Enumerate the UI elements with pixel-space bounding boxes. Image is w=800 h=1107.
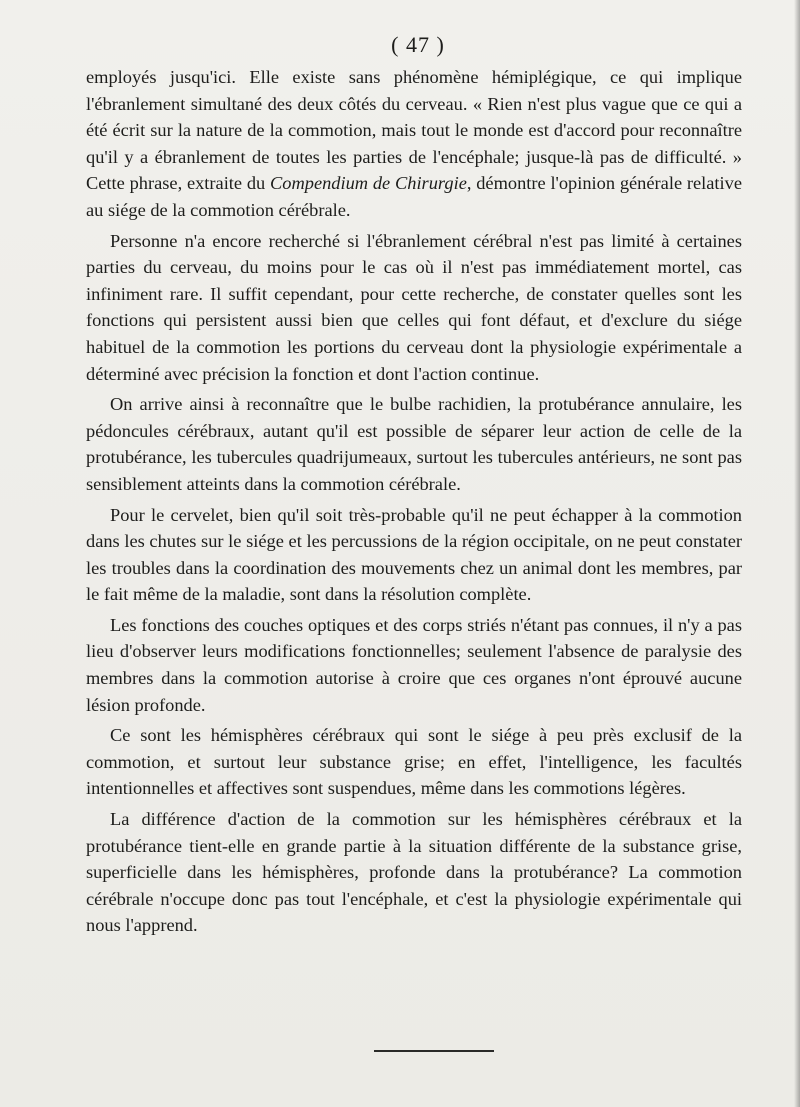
paragraph-1-text: employés jusqu'ici. Elle existe sans phénomène hémiplégique, ce qui implique l'ébranlement simultané des deux côtés du cerveau. « Rien n'est plus vague que ce qui a été écrit sur la nature de la commotion, mais tout le monde est d'accord pour reconnaître qu'il y a ébranlement de toutes les parties de l'encéphale; jusque-là pas de difficulté. » Cette phrase, extraite du	[86, 67, 742, 194]
body-text	[86, 64, 742, 939]
paragraph-6: Ce sont les hémisphères cérébraux qui sont le siége à peu près exclusif de la commotion, et surtout leur substance grise; en effet, l'intelligence, les facultés intentionnelles et affectives sont suspendues, même dans les commotions légères.	[86, 725, 742, 799]
page-edge-shadow	[794, 0, 800, 1107]
closing-rule	[374, 1050, 494, 1052]
page-number: ( 47 )	[391, 32, 445, 57]
paragraph-7: La différence d'action de la commotion sur les hémisphères cérébraux et la protubérance tient-elle en grande partie à la situation différente de la substance grise, superficielle dans les hémisphères, profonde dans la protubérance? La commotion cérébrale n'occupe donc pas tout l'encéphale, et c'est la physiologie expérimentale qui nous l'apprend.	[86, 809, 742, 936]
paragraph-1-tail: , démontre l'opinion générale relative au siége de la commotion cérébrale.	[86, 173, 743, 220]
paragraph-1-italic-title: Compendium de Chirurgie	[270, 173, 467, 194]
paragraph-3: On arrive ainsi à reconnaître que le bulbe rachidien, la protubérance annulaire, les pédoncules cérébraux, autant qu'il est possible de séparer leur action de celle de la protubérance, les tubercules quadrijumeaux, surtout les tubercules antérieurs, ne sont pas sensiblement atteints dans la commotion cérébrale.	[86, 394, 742, 494]
paragraph-1	[86, 64, 742, 224]
paragraph-2: Personne n'a encore recherché si l'ébranlement cérébral n'est pas limité à certaines parties du cerveau, du moins pour le cas où il n'est pas immédiatement mortel, cas infiniment rare. Il suffit cependant, pour cette recherche, de constater quelles sont les fonctions qui persistent aussi bien que celles qui font défaut, et d'exclure du siége habituel de la commotion les portions du cerveau dont la physiologie expérimentale a déterminé avec précision la fonction et dont l'action continue.	[86, 230, 742, 384]
paragraph-5: Les fonctions des couches optiques et des corps striés n'étant pas connues, il n'y a pas lieu d'observer leurs modifications fonctionnelles; seulement l'absence de paralysie des membres dans la commotion autorise à croire que ces organes n'ont éprouvé aucune lésion profonde.	[86, 614, 742, 715]
paragraph-4: Pour le cervelet, bien qu'il soit très-probable qu'il ne peut échapper à la commotion dans les chutes sur le siége et les percussions de la région occipitale, on ne peut constater les troubles dans la coordination des mouvements chez un animal dont les membres, par le fait même de la maladie, sont dans la résolution complète.	[86, 504, 742, 605]
